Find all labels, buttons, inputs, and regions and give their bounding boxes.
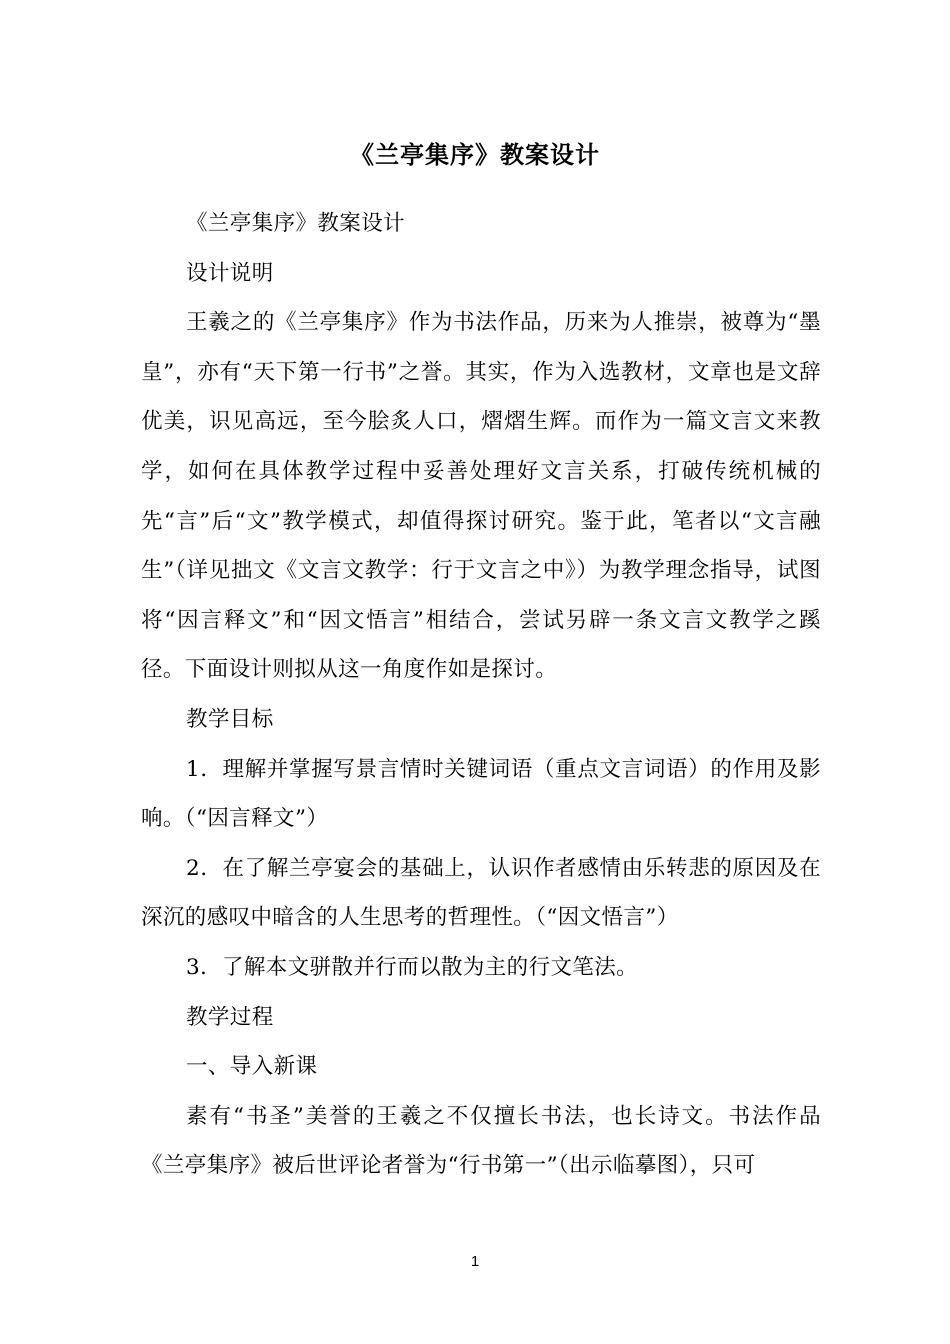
section-heading-teaching-goals: 教学目标 bbox=[186, 706, 274, 732]
page-number: 1 bbox=[470, 1253, 480, 1270]
subsection-heading-introduction: 一、导入新课 bbox=[186, 1054, 318, 1080]
document-title: 《兰亭集序》教案设计 bbox=[350, 141, 600, 169]
goal-item-1: 1．理解并掌握写景言情时关键词语（重点文言词语）的作用及影响。（“因言释文”） bbox=[141, 756, 821, 832]
body-paragraph-subtitle: 《兰亭集序》教案设计 bbox=[186, 211, 406, 236]
section-heading-teaching-process: 教学过程 bbox=[186, 1004, 274, 1030]
body-paragraph-design-notes: 王羲之的《兰亭集序》作为书法作品，历来为人推崇，被尊为“墨皇”，亦有“天下第一行书”之誉。其实，作为入选教材，文章也是文辞优美，识见高远，至今脍炙人口，熠熠生辉。而作为一篇文言文来教学，如何在具体教学过程中妥善处理好文言关系，打破传统机械的先“言”后“文”教学模式，却值得探讨研究。鉴于此，笔者以“文言融生”（详见拙文《文言文教学：行于文言之中》）为教学理念指导，试图将“因言释文”和“因文悟言”相结合，尝试另辟一条文言文教学之蹊径。下面设计则拟从这一角度作如是探讨。 bbox=[141, 310, 821, 683]
document-body bbox=[141, 199, 821, 1191]
body-paragraph-introduction: 素有“书圣”美誉的王羲之不仅擅长书法，也长诗文。书法作品《兰亭集序》被后世评论者誉为“行书第一”（出示临摹图），只可 bbox=[141, 1103, 821, 1179]
goal-item-2: 2．在了解兰亭宴会的基础上，认识作者感情由乐转悲的原因及在深沉的感叹中暗含的人生思考的哲理性。（“因文悟言”） bbox=[141, 855, 821, 931]
section-heading-design-notes: 设计说明 bbox=[186, 260, 274, 286]
goal-item-3: 3．了解本文骈散并行而以散为主的行文笔法。 bbox=[186, 954, 639, 980]
